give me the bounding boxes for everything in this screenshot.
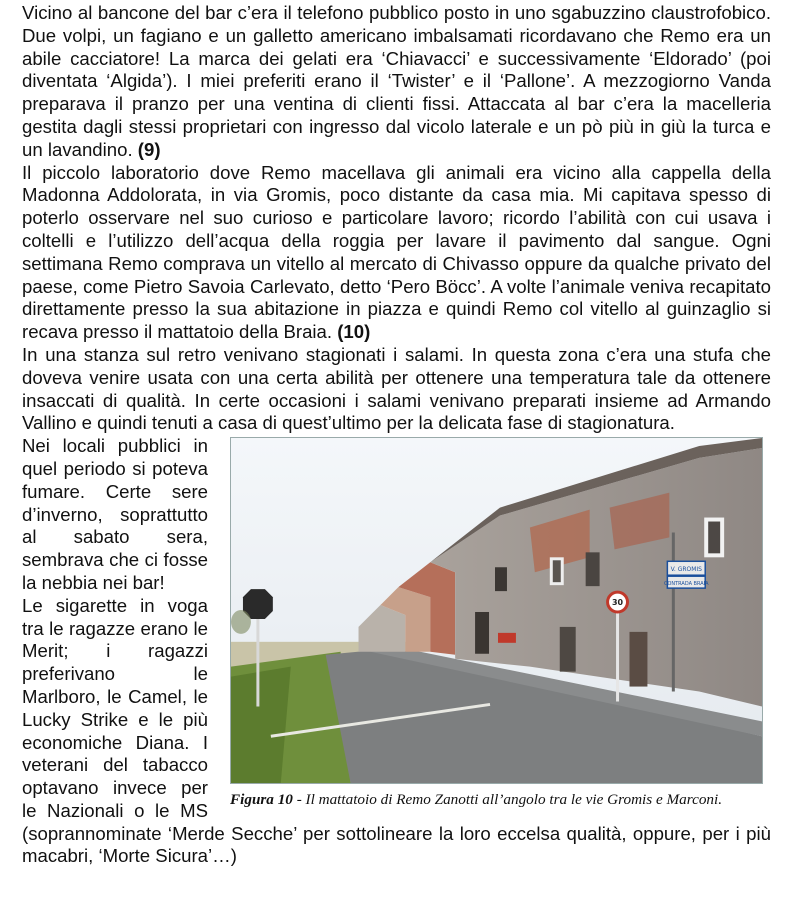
paragraph-bar — [22, 2, 771, 162]
street-sign-gromis: V. GROMIS — [670, 566, 702, 574]
figure-photo — [230, 437, 763, 784]
figure-caption — [230, 790, 771, 810]
paragraph-text: In una stanza sul retro venivano stagionati i salami. In questa zona c’era una stufa che doveva venire usata con una certa abilità per ottenere una temperatura tale da ottenere insaccati di qualità. In certe occasioni i salami venivano preparati insieme ad Armando Vallino e quindi tenuti a casa di quest’ultimo per la delicata fase di stagionatura. — [22, 343, 771, 434]
document-page — [22, 2, 771, 868]
street-sign-braia: CONTRADA BRAIA — [664, 581, 709, 588]
paragraph-laboratorio — [22, 162, 771, 344]
paragraph-text: Nei locali pubblici in quel periodo si poteva fumare. Certe sere d’inverno, soprattutto al sabato sera, sembrava che ci fosse la nebbia nei bar! — [22, 435, 208, 593]
footnote-ref: (10) — [337, 321, 371, 343]
footnote-ref: (9) — [137, 138, 161, 160]
speed-sign-value: 30 — [611, 598, 624, 608]
figure-label: Figura 10 — [230, 791, 293, 809]
paragraph-text: Vicino al bancone del bar c’era il telefono pubblico posto in uno sgabuzzino claustrofobico. Due volpi, un fagiano e un galletto americano imbalsamati ricordavano che Remo era un abile cacciatore! La marca dei gelati era ‘Chiavacci’ e successivamente ‘Eldorado’ (poi diventata ‘Algida’). I miei preferiti erano il ‘Twister’ e il ‘Pallone’. A mezzogiorno Vanda preparava il pranzo per una ventina di clienti fissi. Attaccata al bar c’era la macelleria gestita dagli stessi proprietari con ingresso dal vicolo laterale e un pò più in giù la turca e un lavandino. — [22, 2, 771, 160]
figure — [218, 435, 771, 810]
figure-caption-text: - Il mattatoio di Remo Zanotti all’angolo tra le vie Gromis e Marconi. — [292, 791, 723, 809]
paragraph-text: Il piccolo laboratorio dove Remo macellava gli animali era vicino alla cappella della Madonna Addolorata, in via Gromis, poco distante da casa mia. Mi capitava spesso di poterlo osservare nel suo curioso e particolare lavoro; ricordo l’abilità con cui usava i coltelli e l’utilizzo dell’acqua della roggia per lavare il pavimento dal sangue. Ogni settimana Remo comprava un vitello al mercato di Chivasso oppure da qualche privato del paese, come Pietro Savoia Carlevato, detto ‘Pero Böcc’. A volte l’animale veniva recapitato direttamente presso la sua abitazione in piazza e quindi Remo col vitello al guinzaglio si recava presso il mattatoio della Braia. — [22, 161, 771, 343]
paragraph-salami — [22, 344, 771, 435]
paragraph-text: Le sigarette in voga tra le ragazze erano le Merit; i ragazzi preferivano le Marlboro, le Camel, le Lucky Strike e le più economiche Diana. I veterani del tabacco optavano invece per le Nazionali o le MS (soprannominate ‘Merde Secche’ per sottolineare la loro eccelsa qualità, oppure, per i più macabri, ‘Morte Sicura’…) — [22, 594, 771, 867]
